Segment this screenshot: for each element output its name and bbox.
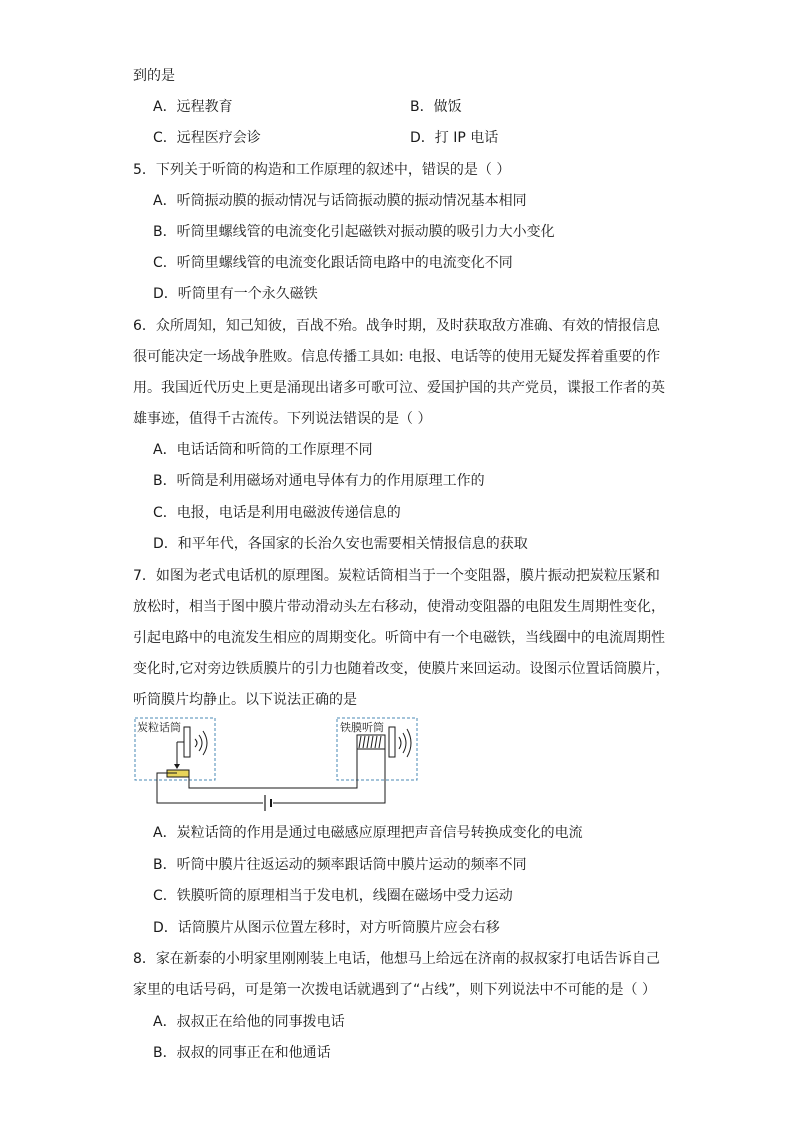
q7-option-a[interactable]: A．炭粒话筒的作用是通过电磁感应原理把声音信号转换成变化的电流: [153, 825, 583, 841]
q4-stem-tail: 到的是: [133, 68, 175, 84]
q8-stem-line-2: 家里的电话号码，可是第一次拨电话就遇到了“占线”，则下列说法中不可能的是（ ）: [133, 982, 656, 998]
q5-option-d[interactable]: D．听筒里有一个永久磁铁: [153, 286, 318, 302]
q4-option-c[interactable]: C．远程医疗会诊: [153, 130, 261, 146]
q6-stem-line-4: 雄事迹，值得千古流传。下列说法错误的是（ ）: [133, 411, 432, 427]
q7-stem-line-2: 放松时，相当于图中膜片带动滑动头左右移动，使滑动变阻器的电阻发生周期性变化，: [133, 599, 665, 615]
receiver-sound-wave-3: [407, 729, 411, 757]
receiver-label: 铁膜听筒: [340, 721, 384, 734]
wire-right: [273, 749, 385, 803]
q7-stem-line-3: 引起电路中的电流发生相应的周期变化。听筒中有一个电磁铁，当线圈中的电流周期性: [133, 630, 665, 646]
microphone-label: 炭粒话筒: [137, 721, 181, 734]
q6-stem-line-2: 很可能决定一场战争胜败。信息传播工具如: 电报、电话等的使用无疑发挥着重要的作: [133, 349, 661, 365]
receiver-diaphragm: [389, 727, 395, 757]
q7-stem-line-1: 7．如图为老式电话机的原理图。炭粒话筒相当于一个变阻器，膜片振动把炭粒压紧和: [133, 568, 660, 584]
q8-option-a[interactable]: A．叔叔正在给他的同事拨电话: [153, 1014, 345, 1030]
slider-arrow: [174, 764, 180, 769]
mic-sound-wave-2: [199, 735, 202, 751]
q6-stem-line-3: 用。我国近代历史上更是涌现出诸多可歌可泣、爱国护国的共产党员，谍报工作者的英: [133, 380, 665, 396]
mic-sound-wave-1: [195, 739, 197, 747]
q5-option-b[interactable]: B．听筒里螺线管的电流变化引起磁铁对振动膜的吸引力大小变化: [153, 224, 555, 240]
q6-option-c[interactable]: C．电报，电话是利用电磁波传递信息的: [153, 505, 401, 521]
receiver-sound-wave-2: [403, 733, 406, 753]
wire-middle: [189, 749, 357, 788]
q7-option-c[interactable]: C．铁膜听筒的原理相当于发电机，线圈在磁场中受力运动: [153, 888, 513, 904]
q6-option-a[interactable]: A．电话话筒和听筒的工作原理不同: [153, 442, 373, 458]
q8-stem-line-1: 8．家在新泰的小明家里刚刚装上电话，他想马上给远在济南的叔叔家打电话告诉自己: [133, 951, 660, 967]
q6-stem-line-1: 6．众所周知，知己知彼，百战不殆。战争时期，及时获取敌方准确、有效的情报信息: [133, 318, 660, 334]
telephone-circuit-diagram: [133, 713, 423, 813]
q6-option-d[interactable]: D．和平年代，各国家的长治久安也需要相关情报信息的获取: [153, 536, 528, 552]
q7-stem-line-5: 听筒膜片均静止。以下说法正确的是: [133, 692, 357, 708]
q8-option-b[interactable]: B．叔叔的同事正在和他通话: [153, 1045, 331, 1061]
receiver-sound-wave-1: [399, 737, 401, 749]
microphone-diaphragm: [184, 727, 190, 757]
q4-option-d[interactable]: D．打 IP 电话: [410, 130, 499, 146]
mic-sound-wave-3: [203, 731, 207, 755]
q7-stem-line-4: 变化时,它对旁边铁质膜片的引力也随着改变，使膜片来回运动。设图示位置话筒膜片，: [133, 661, 670, 677]
q5-option-c[interactable]: C．听筒里螺线管的电流变化跟话筒电路中的电流变化不同: [153, 255, 513, 271]
q4-option-b[interactable]: B．做饭: [410, 99, 462, 115]
q6-option-b[interactable]: B．听筒是利用磁场对通电导体有力的作用原理工作的: [153, 473, 485, 489]
q4-option-a[interactable]: A．远程教育: [153, 99, 233, 115]
q5-option-a[interactable]: A．听筒振动膜的振动情况与话筒振动膜的振动情况基本相同: [153, 193, 527, 209]
q5-stem: 5．下列关于听筒的构造和工作原理的叙述中，错误的是（ ）: [133, 162, 511, 178]
q7-option-b[interactable]: B．听筒中膜片往返运动的频率跟话筒中膜片运动的频率不同: [153, 857, 527, 873]
q7-option-d[interactable]: D．话筒膜片从图示位置左移时，对方听筒膜片应会右移: [153, 920, 500, 936]
